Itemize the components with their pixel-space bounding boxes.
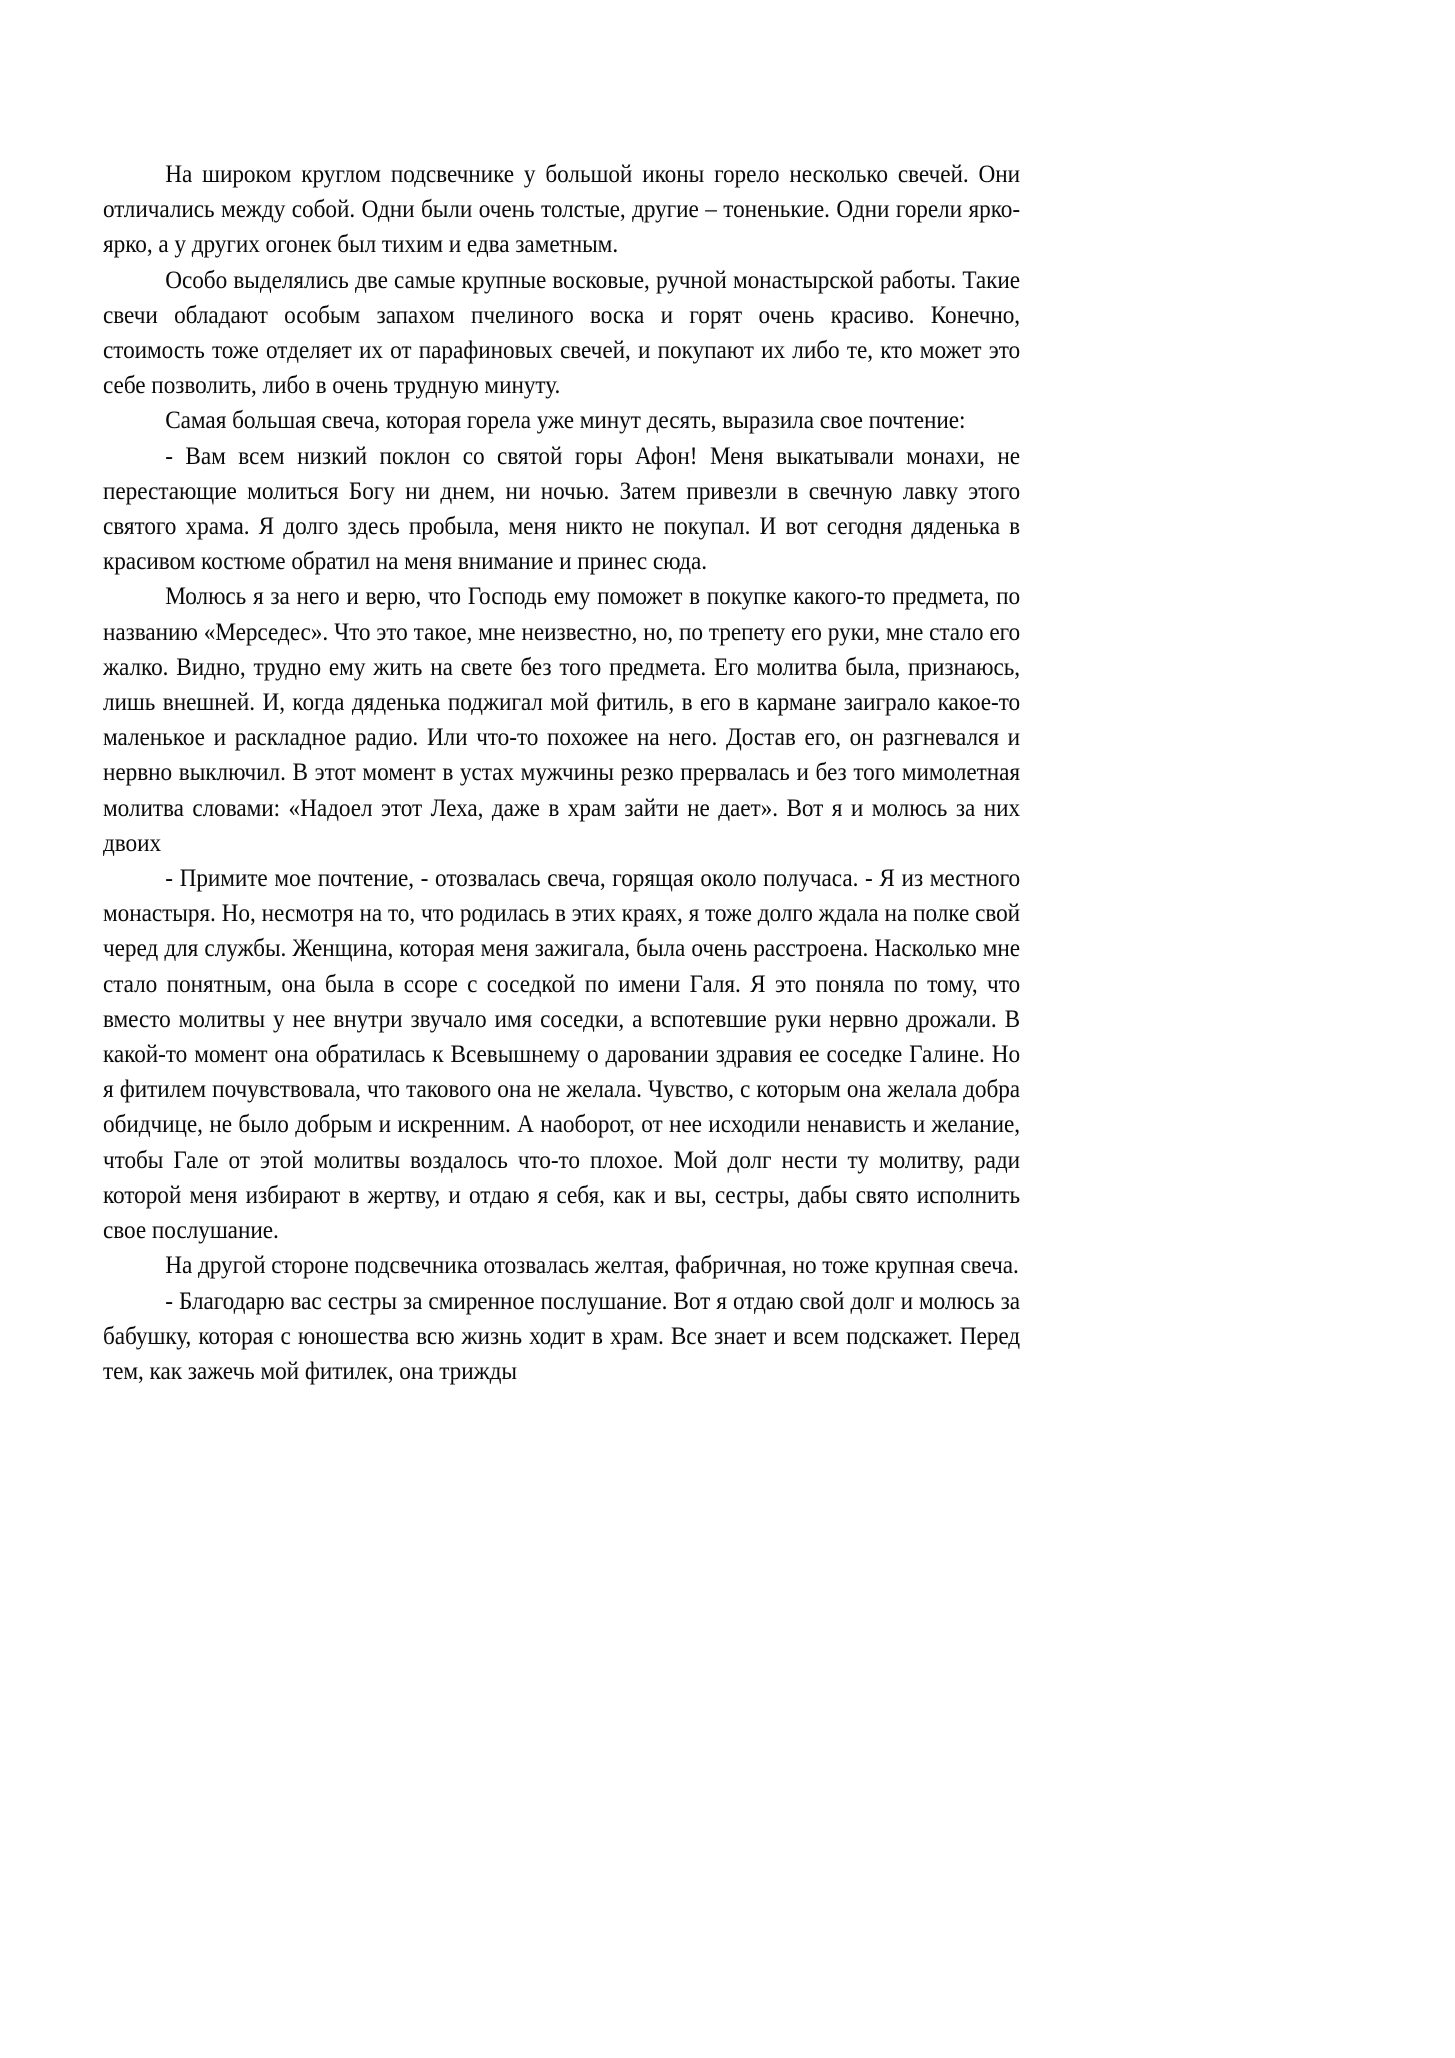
paragraph: - Вам всем низкий поклон со святой горы Афон! Меня выкатывали монахи, не перестающие молиться Богу ни днем, ни ночью. Затем привезли в свечную лавку этого святого храма. Я долго здесь пробыла, меня никто не покупал. И вот сегодня дяденька в красивом костюме обратил на меня внимание и принес сюда. <box>103 441 1021 576</box>
body-text-column <box>103 157 1020 1389</box>
paragraph: Молюсь я за него и верю, что Господь ему поможет в покупке какого-то предмета, по названию «Мерседес». Что это такое, мне неизвестно, но, по трепету его руки, мне стало его жалко. Видно, трудно ему жить на свете без того предмета. Его молитва была, признаюсь, лишь внешней. И, когда дяденька поджигал мой фитиль, в его в кармане заиграло какое-то маленькое и раскладное радио. Или что-то похожее на него. Достав его, он разгневался и нервно выключил. В этот момент в устах мужчины резко прервалась и без того мимолетная молитва словами: «Надоел этот Леха, даже в храм зайти не дает». Вот я и молюсь за них двоих <box>103 582 1021 857</box>
paragraph: - Благодарю вас сестры за смиренное послушание. Вот я отдаю свой долг и молюсь за бабушку, которая с юношества всю жизнь ходит в храм. Все знает и всем подскажет. Перед тем, как зажечь мой фитилек, она трижды <box>103 1286 1021 1385</box>
paragraph: - Примите мое почтение, - отозвалась свеча, горящая около получаса. - Я из местного монастыря. Но, несмотря на то, что родилась в этих краях, я тоже долго ждала на полке свой черед для службы. Женщина, которая меня зажигала, была очень расстроена. Насколько мне стало понятным, она была в ссоре с соседкой по имени Галя. Я это поняла по тому, что вместо молитвы у нее внутри звучало имя соседки, а вспотевшие руки нервно дрожали. В какой-то момент она обратилась к Всевышнему о даровании здравия ее соседке Галине. Но я фитилем почувствовала, что такового она не желала. Чувство, с которым она желала добра обидчице, не было добрым и искренним. А наоборот, от нее исходили ненависть и желание, чтобы Гале от этой молитвы воздалось что-то плохое. Мой долг нести ту молитву, ради которой меня избирают в жертву, и отдаю я себя, как и вы, сестры, дабы свято исполнить свое послушание. <box>103 864 1021 1245</box>
paragraph: На широком круглом подсвечнике у большой иконы горело несколько свечей. Они отличались между собой. Одни были очень толстые, другие – тоненькие. Одни горели ярко-ярко, а у других огонек был тихим и едва заметным. <box>103 160 1021 259</box>
paragraph: Особо выделялись две самые крупные восковые, ручной монастырской работы. Такие свечи обладают особым запахом пчелиного воска и горят очень красиво. Конечно, стоимость тоже отделяет их от парафиновых свечей, и покупают их либо те, кто может это себе позволить, либо в очень трудную минуту. <box>103 265 1021 400</box>
paragraph: Самая большая свеча, которая горела уже минут десять, выразила свое почтение: <box>165 406 966 435</box>
paragraph: На другой стороне подсвечника отозвалась желтая, фабричная, но тоже крупная свеча. <box>165 1251 1019 1280</box>
